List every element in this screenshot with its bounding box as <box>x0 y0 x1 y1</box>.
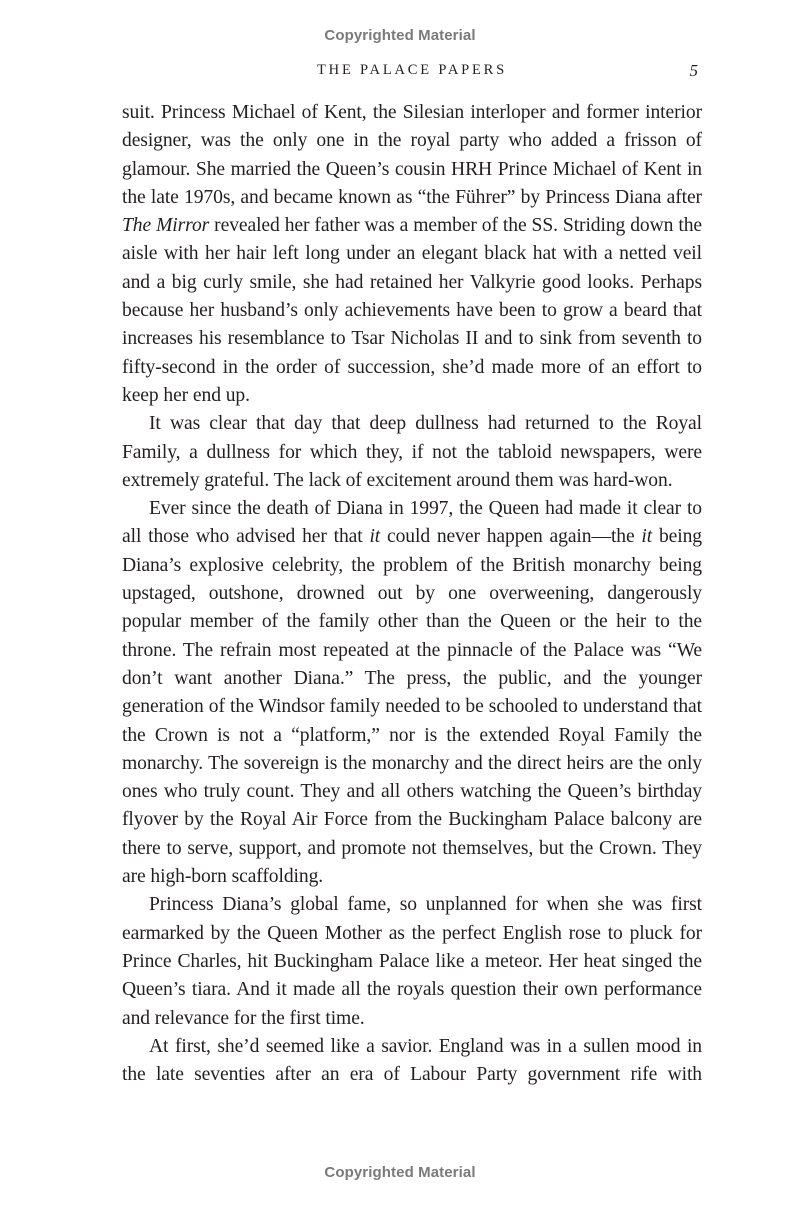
paragraph-4: Princess Diana’s global fame, so unplanned for when she was first earmarked by the Queen Mother as the perfect English rose to pluck for Prince Charles, hit Buckingham Palace like a meteor. Her heat singed the Queen’s tiara. And it made all the royals question their own performance and relevance for the first time. <box>122 894 702 1029</box>
paragraph-1 <box>122 99 702 410</box>
paragraph-1-italic-title: The Mirror <box>122 215 210 237</box>
body-text <box>122 99 702 1089</box>
paragraph-3-part-c: being Diana’s explosive celebrity, the problem of the British monarchy being upstaged, outshone, drowned out by one overweening, dangerously popular member of the family other than the Queen or the heir to the throne. The refrain most repeated at the pinnacle of the Palace was “We don’t want another Diana.” The press, the public, and the younger generation of the Windsor family needed to be schooled to understand that the Crown is not a “platform,” nor is the extended Royal Family the monarchy. The sovereign is the monarchy and the direct heirs are the only ones who truly count. They and all others watching the Queen’s birthday flyover by the Royal Air Force from the Buckingham Palace balcony are there to serve, support, and promote not themselves, but the Crown. They are high-born scaffolding. <box>122 526 702 888</box>
paragraph-3 <box>122 495 702 891</box>
paragraph-3-italic-it-1: it <box>369 526 381 548</box>
running-header <box>122 62 702 84</box>
paragraph-2: It was clear that day that deep dullness had returned to the Royal Family, a dullness for which they, if not the tabloid newspapers, were extremely grateful. The lack of excitement around them was hard-won. <box>122 413 702 491</box>
copyright-watermark-bottom: Copyrighted Material <box>324 1164 476 1181</box>
paragraph-1-part-b: revealed her father was a member of the SS. Striding down the aisle with her hair left long under an elegant black hat with a netted veil and a big curly smile, she had retained her Valkyrie good looks. Perhaps because her husband’s only achievements have been to grow a beard that increases his resemblance to Tsar Nicholas II and to sink from seventh to fifty-second in the order of succession, she’d made more of an effort to keep her end up. <box>122 215 702 406</box>
copyright-watermark-top: Copyrighted Material <box>324 27 476 44</box>
paragraph-5: At first, she’d seemed like a savior. England was in a sullen mood in the late seventies after an era of Labour Party government rife with <box>122 1035 702 1086</box>
paragraph-3-italic-it-2: it <box>641 526 653 548</box>
running-title: THE PALACE PAPERS <box>317 62 507 78</box>
paragraph-3-part-b: could never happen again—the <box>380 526 642 548</box>
page-number: 5 <box>689 61 698 80</box>
paragraph-1-part-a: suit. Princess Michael of Kent, the Silesian interloper and former interior designer, was the only one in the royal party who added a frisson of glamour. She married the Queen’s cousin HRH Prince Michael of Kent in the late 1970s, and became known as “the Führer” by Princess Diana after <box>122 102 702 208</box>
paragraph-3-part-a: Ever since the death of Diana in 1997, the Queen had made it clear to all those who advised her that <box>122 498 702 548</box>
